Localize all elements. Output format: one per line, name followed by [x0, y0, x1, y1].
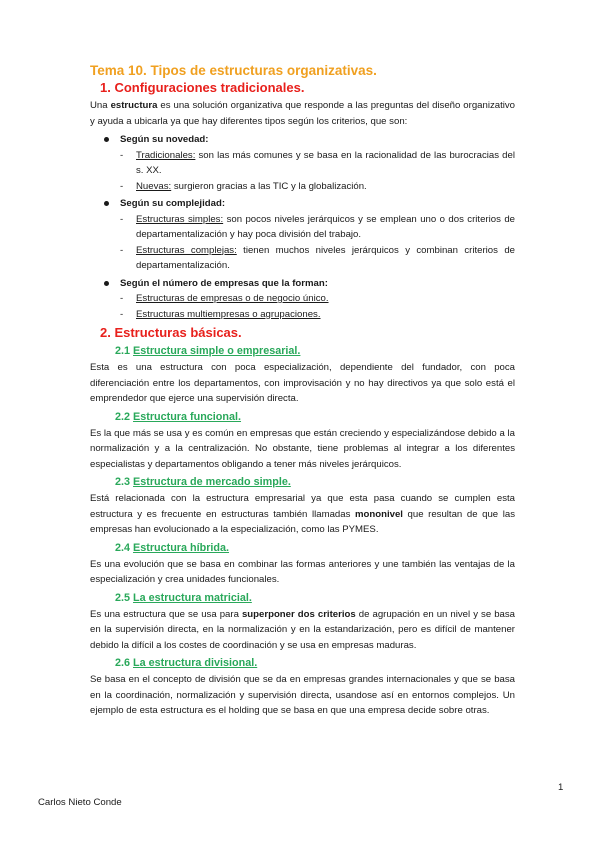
intro-bold-term: estructura: [110, 100, 158, 111]
subsection-title: Estructura híbrida.: [133, 541, 230, 554]
criteria-sublist: [120, 291, 515, 322]
criteria-term: Estructuras multiempresas o agrupaciones.: [136, 308, 321, 320]
criteria-term: Nuevas:: [136, 180, 172, 192]
criteria-sublist: [120, 212, 515, 274]
criteria-list: [90, 132, 515, 322]
subsection-heading: [115, 475, 515, 490]
criteria-item: [132, 179, 515, 195]
section-1-heading: 1. Configuraciones tradicionales.: [100, 80, 305, 95]
subsection-body: [90, 557, 515, 588]
subsection-number: 2.1: [115, 345, 131, 357]
document-page: [90, 62, 515, 721]
body-text: Es la que más se usa y es común en empresas que están creciendo y especializándose debido a la normalización y a la centralización. No obstante, tiene problemas al integrar a los diferentes especialistas y departamentos obligando a tener más niveles jerárquicos.: [90, 427, 515, 470]
body-text: de agrupación en un nivel y se basa en la supervisión directa, en la normalización y en la estandarización, pero es difícil de mantener debido la difícil a los costes de coordinación y se usa en empresas maduras.: [90, 608, 516, 651]
footer-author: Carlos Nieto Conde: [38, 797, 122, 808]
subsection: [90, 541, 515, 588]
subsection: [90, 656, 515, 719]
criteria-term: Estructuras complejas:: [136, 244, 237, 256]
intro-text-c: es una solución organizativa que responde a las preguntas del diseño organizativo y ayuda a ubicarla ya que hay diferentes tipos según los criterios, que son:: [90, 100, 516, 127]
subsection: [90, 591, 515, 654]
subsection-heading: [115, 656, 515, 671]
subsection-number: 2.6: [115, 657, 131, 669]
page-number: 1: [558, 782, 564, 793]
criteria-group: [120, 196, 515, 274]
subsection-title: Estructura de mercado simple.: [133, 476, 291, 488]
subsection-body: [90, 672, 515, 719]
body-text: Es una evolución que se basa en combinar las formas anteriores y une también las ventajas de la especialización y crea unidades funcionales.: [90, 558, 515, 585]
subsection-heading: [115, 344, 515, 359]
criteria-group: [120, 276, 515, 323]
subsection-body: [90, 491, 515, 538]
criteria-item: [132, 307, 515, 323]
intro-text-a: Una: [90, 100, 111, 111]
subsection-heading: [115, 591, 515, 606]
subsection-title: Estructura simple o empresarial.: [133, 345, 301, 357]
subsection-body: [90, 607, 515, 654]
criteria-term: Estructuras de empresas o de negocio único.: [136, 293, 329, 304]
subsection-title: La estructura matricial.: [133, 591, 252, 604]
subsection: [90, 410, 515, 473]
subsection-heading: [115, 541, 515, 556]
criteria-item: [132, 291, 515, 307]
subsection-body: [90, 426, 515, 473]
criteria-label: Según su complejidad:: [120, 198, 226, 209]
document-title: Tema 10. Tipos de estructuras organizativas.: [90, 63, 377, 78]
subsection-title: La estructura divisional.: [133, 657, 258, 669]
subsection-number: 2.2: [115, 410, 131, 423]
section-1-intro: [90, 98, 515, 129]
criteria-text: son pocos niveles jerárquicos y se emplean uno o dos criterios de departamentalización y hay poca división del trabajo.: [136, 213, 515, 240]
subsection-heading: [115, 410, 515, 425]
criteria-sublist: [120, 148, 515, 195]
criteria-text: tienen muchos niveles jerárquicos y combinan criterios de departamentalización.: [136, 244, 515, 271]
body-bold-term: superponer dos criterios: [241, 608, 356, 620]
subsection: [90, 475, 515, 538]
criteria-item: [132, 243, 515, 274]
subsection-number: 2.3: [115, 476, 131, 488]
body-text: Está relacionada con la estructura empresarial ya que esta pasa cuando se cumplen esta estructura y es frecuente en estructuras también llamadas: [90, 493, 515, 520]
body-text: Esta es una estructura con poca especialización, dependiente del fundador, con poca diferenciación entre los departamentos, con improvisación y no hay directivos ya que solo está el emprendedor que ejerce una supervisión directa.: [90, 362, 515, 404]
section-2-heading: 2. Estructuras básicas.: [100, 325, 242, 340]
criteria-item: [132, 148, 515, 179]
criteria-label: Según su novedad:: [120, 134, 209, 145]
subsection-number: 2.4: [115, 541, 131, 554]
criteria-term: Tradicionales:: [136, 149, 196, 161]
body-text: que resultan de que las empresas han evolucionado a la especialización, como las PYMES.: [90, 508, 515, 535]
criteria-item: [132, 212, 515, 243]
criteria-term: Estructuras simples:: [136, 213, 224, 225]
subsection-number: 2.5: [115, 591, 131, 604]
criteria-group: [120, 132, 515, 194]
body-text: Es una estructura que se usa para: [90, 608, 242, 620]
subsection-body: [90, 360, 515, 407]
criteria-label: Según el número de empresas que la forman:: [120, 277, 328, 289]
body-text: Se basa en el concepto de división que se da en empresas grandes internacionales y que se basa en la coordinación, normalización y supervisión directa, usandose así en entornos complejos. Un ejemplo de esta estructura es el holding que se basa en que una empresa decide sobre otras.: [90, 674, 515, 716]
subsection-title: Estructura funcional.: [133, 410, 242, 423]
body-bold-term: mononivel: [354, 508, 403, 520]
criteria-text: son las más comunes y se basa en la racionalidad de las burocracias del s. XX.: [136, 149, 515, 176]
criteria-text: surgieron gracias a las TIC y la globalización.: [171, 180, 367, 192]
subsection: [90, 344, 515, 407]
